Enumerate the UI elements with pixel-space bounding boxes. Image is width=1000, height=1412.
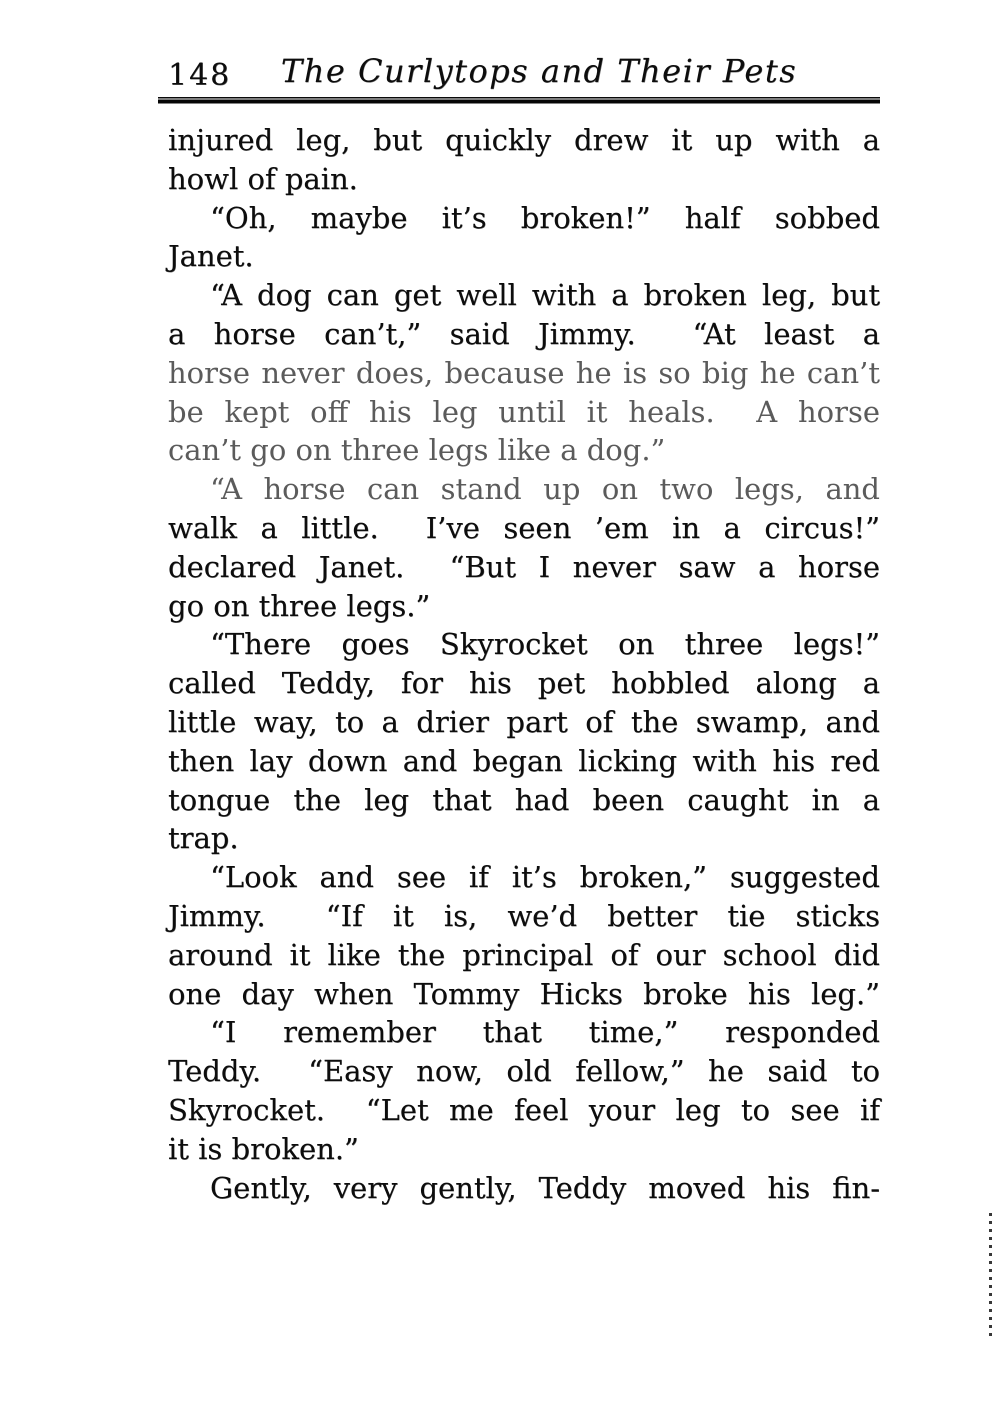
header-rule [158, 97, 880, 104]
text-line: be kept off his leg until it heals. A horse [168, 394, 880, 429]
text-line: “There goes Skyrocket on three legs!” [210, 627, 880, 662]
page-number: 148 [168, 58, 232, 93]
text-line: Teddy. “Easy now, old fellow,” he said to [168, 1054, 880, 1089]
text-line: walk a little. I’ve seen ’em in a circus!” [168, 510, 880, 545]
text-line: it is broken.” [168, 1131, 359, 1166]
text-line: Jimmy. “If it is, we’d better tie sticks [168, 898, 880, 933]
text-line: a horse can’t,” said Jimmy. “At least a [168, 316, 880, 351]
body-text [168, 121, 880, 1207]
text-line: one day when Tommy Hicks broke his leg.” [168, 976, 880, 1011]
text-line: called Teddy, for his pet hobbled along a [168, 666, 880, 701]
scan-artifact [989, 1213, 992, 1341]
text-line: trap. [168, 821, 239, 856]
page-header [168, 52, 880, 96]
text-line: declared Janet. “But I never saw a horse [168, 549, 880, 584]
text-line: “Look and see if it’s broken,” suggested [210, 860, 880, 895]
running-title: The Curlytops and Their Pets [280, 52, 798, 90]
text-line: horse never does, because he is so big he can’t [168, 355, 880, 390]
text-line: “Oh, maybe it’s broken!” half sobbed [210, 200, 880, 235]
text-line: can’t go on three legs like a dog.” [168, 433, 666, 468]
text-line: “I remember that time,” responded [210, 1015, 880, 1050]
text-line: injured leg, but quickly drew it up with a [168, 123, 880, 157]
text-line: Gently, very gently, Teddy moved his fin- [210, 1170, 880, 1205]
text-line: go on three legs.” [168, 588, 431, 623]
text-line: “A horse can stand up on two legs, and [210, 472, 880, 507]
text-line: then lay down and began licking with his red [168, 743, 880, 778]
text-line: Janet. [168, 239, 254, 274]
text-line: little way, to a drier part of the swamp, and [168, 704, 880, 739]
text-line: Skyrocket. “Let me feel your leg to see if [168, 1092, 880, 1127]
text-line: tongue the leg that had been caught in a [168, 782, 880, 817]
text-line: around it like the principal of our school did [168, 937, 880, 972]
text-line: “A dog can get well with a broken leg, but [210, 278, 880, 313]
text-line: howl of pain. [168, 161, 358, 196]
